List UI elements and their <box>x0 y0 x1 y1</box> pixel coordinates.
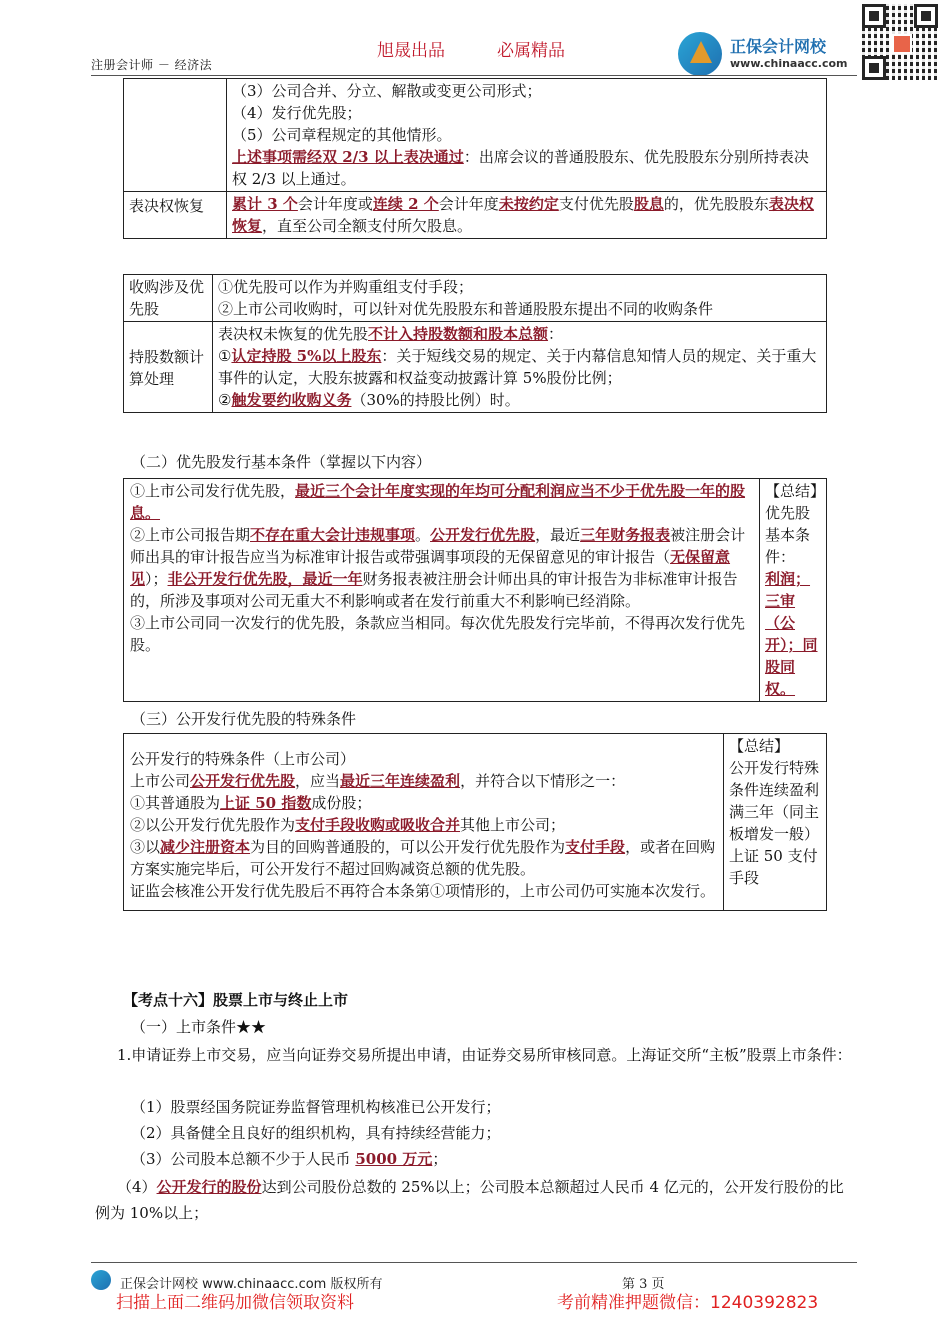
text: 财务报表被注册会计师出具的审计报告为非标准审计报告的，所涉及事项对公司无重大不利影响或者在发行前重大不利影响已经消除。 <box>130 570 738 610</box>
highlight: 连续 2 个 <box>372 195 439 213</box>
summary-title: 【总结】 <box>729 737 790 755</box>
highlight: 5000 万元 <box>355 1150 433 1168</box>
highlight: 减少注册资本 <box>160 838 251 856</box>
text: ：关于短线交易的规定、关于内幕信息知情人员的规定、关于重大事件的认定，大股东披露和权益变动披露计算 5%股份比例； <box>218 347 817 387</box>
highlight: 公开发行优先股 <box>430 526 536 544</box>
text: 上市公司 <box>130 772 191 790</box>
highlight: 公开发行的股份 <box>156 1178 262 1196</box>
highlight: 支付手段 <box>565 838 626 856</box>
text: 的，优先股股东 <box>663 195 769 213</box>
highlight: 触发要约收购义务 <box>231 391 352 409</box>
table-row <box>124 275 827 322</box>
text: ，最近 <box>535 526 581 544</box>
footer-divider <box>91 1262 857 1263</box>
row-label: 收购涉及优先股 <box>124 275 213 322</box>
text: ，并符合以下情形之一： <box>460 772 626 790</box>
summary-highlight: 利润；三审（公开）；同股同权。 <box>765 570 818 698</box>
text: 支付优先股 <box>558 195 634 213</box>
summary-text: 优先股基本条件： <box>765 504 811 566</box>
table-row <box>124 79 827 192</box>
text: ②上市公司报告期 <box>130 526 251 544</box>
footer-logo-icon <box>91 1270 111 1290</box>
voting-table <box>123 78 827 239</box>
text: ）； <box>145 570 168 588</box>
highlight: 三年财务报表 <box>580 526 671 544</box>
list-item: （2）具备健全且良好的组织机构，具有持续经营能力； <box>131 1124 501 1142</box>
list-item: （4）发行优先股； <box>232 104 362 122</box>
text: ，直至公司全额支付所欠股息。 <box>262 217 473 235</box>
summary-title: 【总结】 <box>765 482 826 500</box>
summary-cell <box>724 734 827 911</box>
text: 证监会核准公开发行优先股后不再符合本条第①项情形的，上市公司仍可实施本次发行。 <box>130 882 716 900</box>
list-item <box>95 1174 857 1226</box>
topic-title: 【考点十六】股票上市与终止上市 <box>123 991 349 1009</box>
row-content <box>213 275 827 322</box>
text: ，应当 <box>295 772 341 790</box>
text: ； <box>432 1150 448 1168</box>
text: ③以 <box>130 838 161 856</box>
acquisition-table <box>123 274 827 413</box>
text: ②以公开发行优先股作为 <box>130 816 296 834</box>
section-heading: （一）上市条件★★ <box>131 1018 267 1036</box>
highlight: 无保留意见 <box>130 548 731 588</box>
row-label <box>124 79 227 192</box>
slogan-left: 旭晟出品 <box>377 41 445 61</box>
logo-url: www.chinaacc.com <box>730 57 848 70</box>
text: 被注册会计师出具的审计报告应当为标准审计报告或带强调事项段的无保留意见的审计报告（ <box>130 526 746 566</box>
row-content <box>227 192 827 239</box>
page-number: 第 3 页 <box>622 1277 665 1292</box>
highlight: 最近三个会计年度实现的年均可分配利润应当不少于优先股一年的股息。 <box>130 482 746 522</box>
list-item: ②上市公司收购时，可以针对优先股股东和普通股股东提出不同的收购条件 <box>218 300 714 318</box>
text: ： <box>548 325 564 343</box>
text: （3）公司股本总额不少于人民币 <box>131 1150 356 1168</box>
basic-conditions-table <box>123 478 827 702</box>
table-row <box>124 734 827 911</box>
text: ② <box>218 391 232 409</box>
row-label: 表决权恢复 <box>124 192 227 239</box>
row-content <box>227 79 827 192</box>
text: 其他上市公司； <box>460 816 566 834</box>
text: 会计年度或 <box>297 195 373 213</box>
header-divider <box>91 75 857 76</box>
text: （4） <box>117 1178 157 1196</box>
table-row <box>124 479 827 702</box>
doc-title: 注册会计师 － 经济法 <box>91 58 213 72</box>
table-row <box>124 192 827 239</box>
wechat-notice: 考前精准押题微信：1240392823 <box>557 1293 819 1313</box>
text: 。 <box>415 526 431 544</box>
text: 会计年度 <box>438 195 499 213</box>
text: ，或者在回购方案实施完毕后，可公开发行不超过回购减资总额的优先股。 <box>130 838 716 878</box>
text: ① <box>218 347 232 365</box>
highlight: 支付手段收购或吸收合并 <box>295 816 461 834</box>
section-heading: （二）优先股发行基本条件（掌握以下内容） <box>131 453 432 471</box>
highlight: 不存在重大会计违规事项 <box>250 526 416 544</box>
text: （30%的持股比例）时。 <box>351 391 520 409</box>
qr-code-icon[interactable] <box>862 4 938 80</box>
conditions-content <box>124 479 760 702</box>
highlight: 累计 3 个 <box>232 195 298 213</box>
text: 成份股； <box>311 794 372 812</box>
highlight: 表决权恢复 <box>232 195 814 235</box>
chinaacc-logo[interactable] <box>678 32 856 76</box>
highlight: 未按约定 <box>498 195 559 213</box>
paragraph: 1.申请证券上市交易，应当向证券交易所提出申请，由证券交易所审核同意。上海证交所“主板”股票上市条件： <box>117 1046 852 1064</box>
public-offering-table <box>123 733 827 911</box>
text: 达到公司股份总数的 25%以上；公司股本总额超过人民币 4 亿元的，公开发行股份的比例为 10%以上； <box>95 1178 844 1222</box>
list-item <box>131 1148 447 1170</box>
slogan-right: 必属精品 <box>497 41 565 61</box>
footer-site[interactable]: 正保会计网校 www.chinaacc.com 版权所有 <box>120 1277 383 1292</box>
list-item: ③上市公司同一次发行的优先股，条款应当相同。每次优先股发行完毕前，不得再次发行优先股。 <box>130 614 746 654</box>
list-item: （5）公司章程规定的其他情形。 <box>232 126 452 144</box>
scan-notice: 扫描上面二维码加微信领取资料 <box>116 1293 354 1313</box>
list-item: （1）股票经国务院证券监督管理机构核准已公开发行； <box>131 1098 501 1116</box>
highlight: 非公开发行优先股，最近一年 <box>167 570 363 588</box>
row-label: 持股数额计算处理 <box>124 322 213 413</box>
table-row <box>124 322 827 413</box>
row-content <box>213 322 827 413</box>
highlight: 认定持股 5%以上股东 <box>231 347 382 365</box>
summary-cell <box>760 479 827 702</box>
list-item: ①优先股可以作为并购重组支付手段； <box>218 278 474 296</box>
text: ①上市公司发行优先股， <box>130 482 296 500</box>
highlight: 最近三年连续盈利 <box>340 772 461 790</box>
highlight: 股息 <box>633 195 664 213</box>
text: ①其普通股为 <box>130 794 221 812</box>
list-item: （3）公司合并、分立、解散或变更公司形式； <box>232 82 542 100</box>
highlight: 公开发行优先股 <box>190 772 296 790</box>
text: 表决权未恢复的优先股 <box>218 325 369 343</box>
logo-name: 正保会计网校 <box>730 37 827 56</box>
text: 为目的回购普通股的，可以公开发行优先股作为 <box>250 838 566 856</box>
highlight: 上证 50 指数 <box>220 794 312 812</box>
logo-mark-icon <box>690 41 712 63</box>
highlight: 上述事项需经双 2/3 以上表决通过 <box>232 148 464 166</box>
highlight: 不计入持股数额和股本总额 <box>368 325 549 343</box>
text: ：出席会议的普通股股东、优先股股东分别所持表决权 2/3 以上通过。 <box>232 148 809 188</box>
summary-text: 公开发行特殊条件连续盈利满三年（同主板增发一般）上证 50 支付手段 <box>729 759 820 887</box>
conditions-content <box>124 734 724 911</box>
text: 公开发行的特殊条件（上市公司） <box>130 750 356 768</box>
section-heading: （三）公开发行优先股的特殊条件 <box>131 710 357 728</box>
